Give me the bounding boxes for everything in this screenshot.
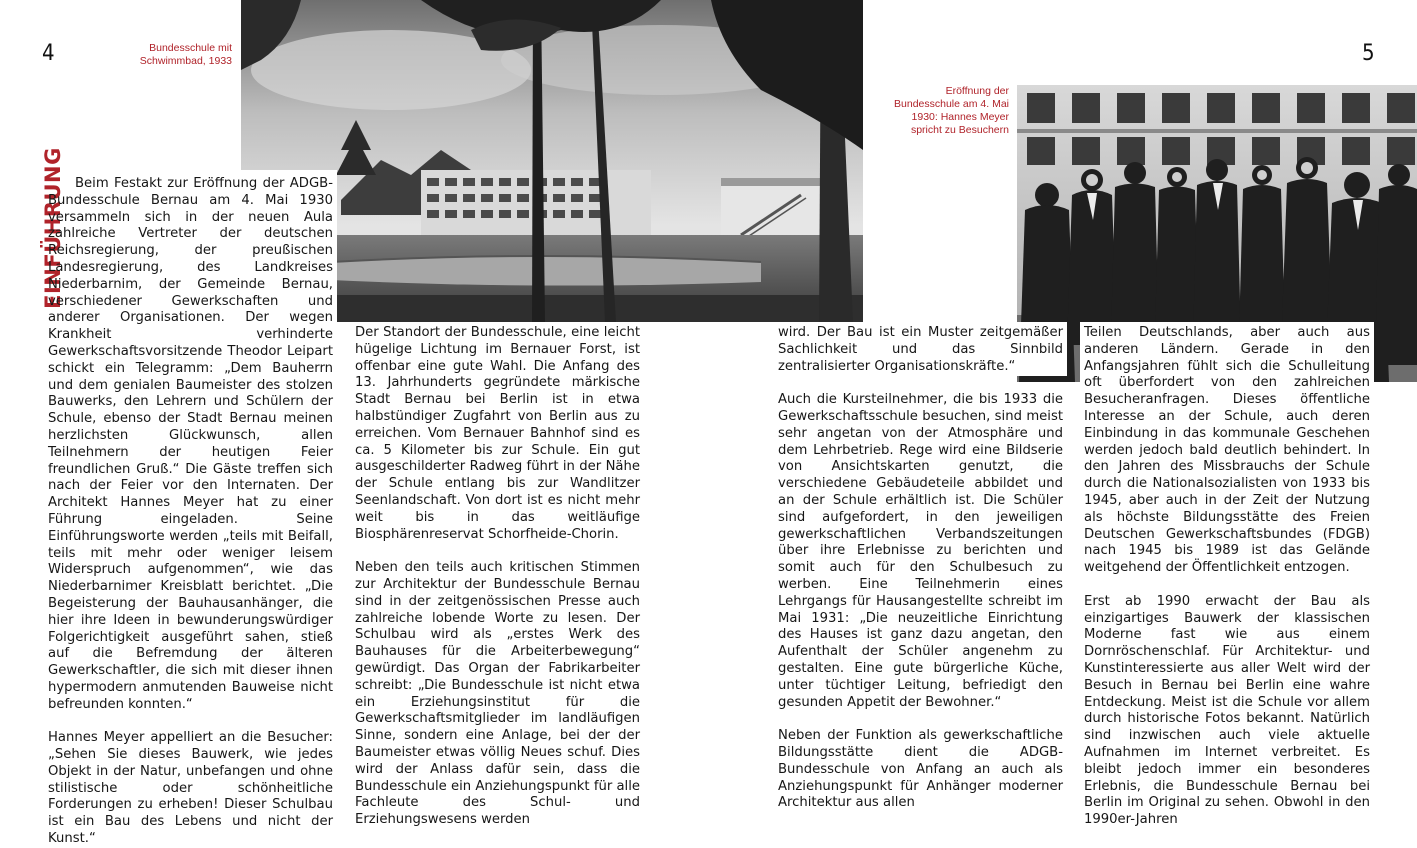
paragraph: Beim Festakt zur Eröffnung der ADGB-Bundesschule Bernau am 4. Mai 1930 versammeln sich in der neuen Aula zahlreiche Vertreter der deutschen Reichsregierung, der preußischen Landesregierung, des Landkreises Niederbarnim, der Gemeinde Bernau, verschiedener Gewerkschaften und anderer Organisationen. Der wegen Krankheit verhinderte Gewerkschaftsvorsitzende Theodor Leipart schickt ein Telegramm: „Dem Bauherrn und dem genialen Baumeister des stolzen Bauwerks, den Lehrern und Schülern der Schule, ebenso der Stadt Bernau meinen herzlichsten Glückwunsch, allen Teilnehmern der heutigen Feier freundlichen Gruß.“ Die Gäste treffen sich nach der Feier vor den Internaten. Der Architekt Hannes Meyer hat zu einer Führung eingeladen. Seine Einführungsworte werden „teils mit Beifall, teils mit mehr oder weniger leisem Widerspruch aufgenommen“, wie das Niederbarnimer Kreisblatt berichtet. „Die Begeisterung der Bauhausanhänger, die hier ihre Ideen in bewunderungswürdiger Folgerichtigkeit ausgeführt sahen, stieß auf die Befremdung der älteren Gewerkschaftler, die sich mit dieser ihnen hypermodern anmutenden Bauweise nicht befreunden konnten.“ [48,176,333,712]
caption-line: Eröffnung der [945,85,1009,97]
caption-line: Bundesschule am 4. Mai [894,98,1009,110]
paragraph: Hannes Meyer appelliert an die Besucher: „Sehen Sie dieses Bauwerk, wie jedes Objekt in der Natur, unbefangen und ohne stilistische oder schönheitliche Forderungen zu erheben! Dieser Schulbau ist ein Bau des Lebens und nicht der Kunst.“ [48,730,333,847]
section-label: EINFÜHRUNG [41,147,65,309]
column-3 [778,325,1063,812]
photo-caption-right [870,85,1009,137]
paragraph: Teilen Deutschlands, aber auch aus anderen Ländern. Gerade in den Anfangsjahren fühlt sich die Schulleitung oft überfordert von den zahlreichen Besucheranfragen. Dieses öffentliche Interesse an der Schule, auch deren Einbindung in das kommunale Geschehen werden jedoch bald deutlich behindert. In den Jahren des Missbrauchs der Schule durch die Nationalsozialisten von 1933 bis 1945, aber auch in der Zeit der Nutzung als höchste Bildungsstätte des Freien Deutschen Gewerkschaftsbundes (FDGB) nach 1945 bis 1989 ist das Gelände weitgehend der Öffentlichkeit entzogen. [1084,325,1370,576]
paragraph: Erst ab 1990 erwacht der Bau als einzigartiges Bauwerk der klassischen Moderne fast wie aus einem Dornröschenschlaf. Für Architektur- und Kunstinteressierte aus aller Welt wird der Besuch in Bernau bei Berlin eine wahre Entdeckung. Meist ist die Schule vor allem durch historische Fotos bekannt. Natürlich sind inzwischen auch viele aktuelle Aufnahmen im Internet verbreitet. Es bleibt jedoch immer ein besonderes Erlebnis, die Bundesschule Bernau bei Berlin im Original zu sehen. Obwohl in den 1990er-Jahren [1084,593,1370,828]
page-number-right: 5 [1362,41,1375,66]
column-4 [1084,325,1370,829]
column-1 [48,176,333,848]
caption-line: Schwimmbad, 1933 [139,55,232,67]
caption-line: 1930: Hannes Meyer [911,111,1009,123]
paragraph: Auch die Kursteilnehmer, die bis 1933 die Gewerkschaftsschule besuchen, sind meist sehr angetan von der Atmosphäre und dem Lehrbetrieb. Rege wird eine Bildserie von Ansichtskarten genutzt, die verschiedene Gebäudeteile abbildet und an der Schule erhältlich ist. Die Schüler sind aufgefordert, in den jeweiligen gewerkschaftlichen Verbandszeitungen über ihre Erlebnisse zu berichten und somit auch für den Schulbesuch zu werben. Eine Teilnehmerin eines Lehrgangs für Hausangestellte schreibt im Mai 1931: „Die neuzeitliche Einrichtung des Hauses ist ganz dazu angetan, den Aufenthalt der Schüler angenehm zu gestalten. Eine gute bürgerliche Küche, unter tüchtiger Leitung, befriedigt den gesunden Appetit der Bewohner.“ [778,392,1063,710]
photo-caption-left [100,42,232,68]
caption-line: Bundesschule mit [149,42,232,54]
paragraph: Der Standort der Bundesschule, eine leicht hügelige Lichtung im Bernauer Forst, ist offenbar eine gute Wahl. Die Anfang des 13. Jahrhunderts gegründete märkische Stadt Bernau bei Berlin ist in etwa halbstündiger Zugfahrt von Berlin aus zu erreichen. Vom Bernauer Bahnhof sind es ca. 5 Kilometer bis zur Schule. Ein gut ausgeschilderter Radweg führt in der Nähe der Schule entlang bis zur Wandlitzer Seenlandschaft. Von dort ist es nicht mehr weit bis in das weitläufige Biosphärenreservat Schorfheide-Chorin. [355,325,640,542]
paragraph: Neben den teils auch kritischen Stimmen zur Architektur der Bundesschule Bernau sind in der zeitgenössischen Presse auch zahlreiche lobende Worte zu lesen. Der Schulbau wird als „erstes Werk des Bauhauses für die Arbeiterbewegung“ gewürdigt. Das Organ der Fabrikarbeiter schreibt: „Die Bundesschule ist nicht etwa ein Erziehungsinstitut für die Gewerkschaftsmitglieder im landläufigen Sinne, sondern eine Anlage, bei der der Baumeister etwas völlig Neues schuf. Dies wird der Anlass dafür sein, dass die Bundesschule ein Anziehungspunkt für alle Fachleute des Schul- und Erziehungswesens werden [355,560,640,828]
paragraph: wird. Der Bau ist ein Muster zeitgemäßer Sachlichkeit und das Sinnbild zentralisierter Organisationskräfte.“ [778,325,1063,374]
paragraph: Neben der Funktion als gewerkschaftliche Bildungsstätte dient die ADGB-Bundesschule von Anfang an auch als Anziehungspunkt für Anhänger moderner Architektur aus allen [778,728,1063,811]
caption-line: spricht zu Besuchern [910,124,1009,136]
page-number-left: 4 [42,41,55,66]
column-2 [355,325,640,829]
